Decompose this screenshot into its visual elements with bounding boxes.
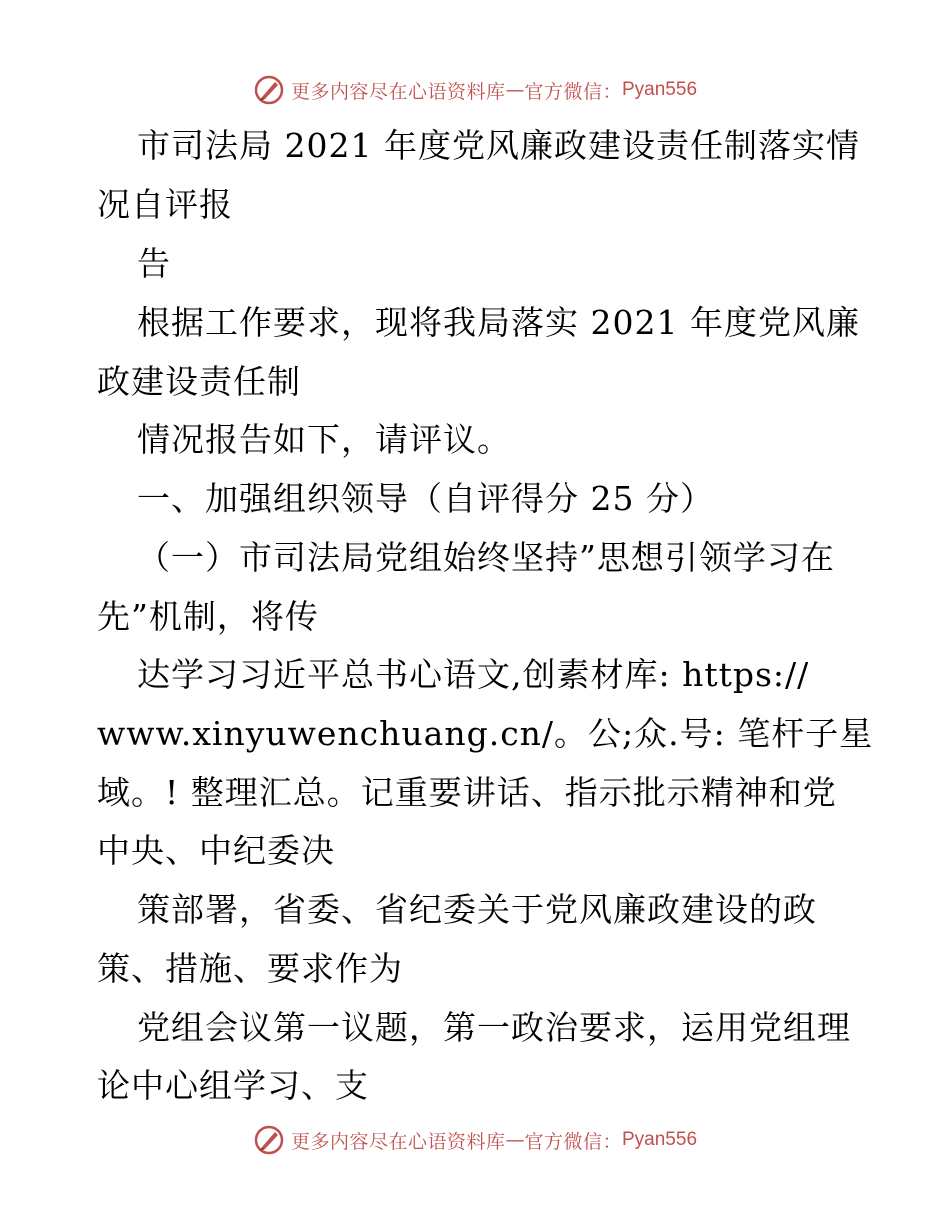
- text-line: 域。! 整理汇总。记重要讲话、指示批示精神和党: [97, 773, 837, 812]
- quill-logo-icon: [253, 74, 285, 106]
- text-line: 论中心组学习、支: [97, 1066, 369, 1105]
- watermark-official-label: 官方微信：: [524, 1130, 622, 1153]
- watermark-official-label: 官方微信：: [524, 80, 622, 103]
- text-line: 政建设责任制: [97, 362, 301, 401]
- text-line: 中央、中纪委决: [97, 831, 335, 870]
- watermark-site-text: 更多内容尽在心语资料库: [290, 1130, 506, 1153]
- text-line: 根据工作要求，现将我局落实 2021 年度党风廉: [137, 303, 860, 342]
- text-line: 市司法局 2021 年度党风廉政建设责任制落实情: [137, 126, 860, 165]
- text-line: www.xinyuwenchuang.cn/。公;众.号: 笔杆子星: [97, 714, 874, 753]
- text-line: 告: [137, 244, 171, 283]
- text-line: 策部署，省委、省纪委关于党风廉政建设的政: [137, 890, 817, 929]
- text-line: 先”机制，将传: [97, 597, 319, 636]
- text-line: 策、措施、要求作为: [97, 949, 403, 988]
- watermark-wechat-id: Pyan556: [622, 1129, 698, 1150]
- text-line: 党组会议第一议题，第一政治要求，运用党组理: [137, 1008, 851, 1047]
- watermark-dash: —: [505, 79, 525, 101]
- watermark-site-text: 更多内容尽在心语资料库: [290, 80, 506, 103]
- watermark-wechat-id: Pyan556: [622, 79, 698, 100]
- watermark-dash: —: [505, 1129, 525, 1151]
- text-line: 况自评报: [97, 185, 233, 224]
- text-line: 一、加强组织领导（自评得分 25 分）: [137, 479, 714, 518]
- text-line: 达学习习近平总书心语文,创素材库: https://: [137, 655, 810, 694]
- text-line: （一）市司法局党组始终坚持”思想引领学习在: [137, 538, 835, 577]
- footer-watermark: [0, 1120, 950, 1160]
- text-line: 情况报告如下，请评议。: [137, 420, 511, 459]
- header-watermark: [0, 70, 950, 110]
- quill-logo-icon: [253, 1124, 285, 1156]
